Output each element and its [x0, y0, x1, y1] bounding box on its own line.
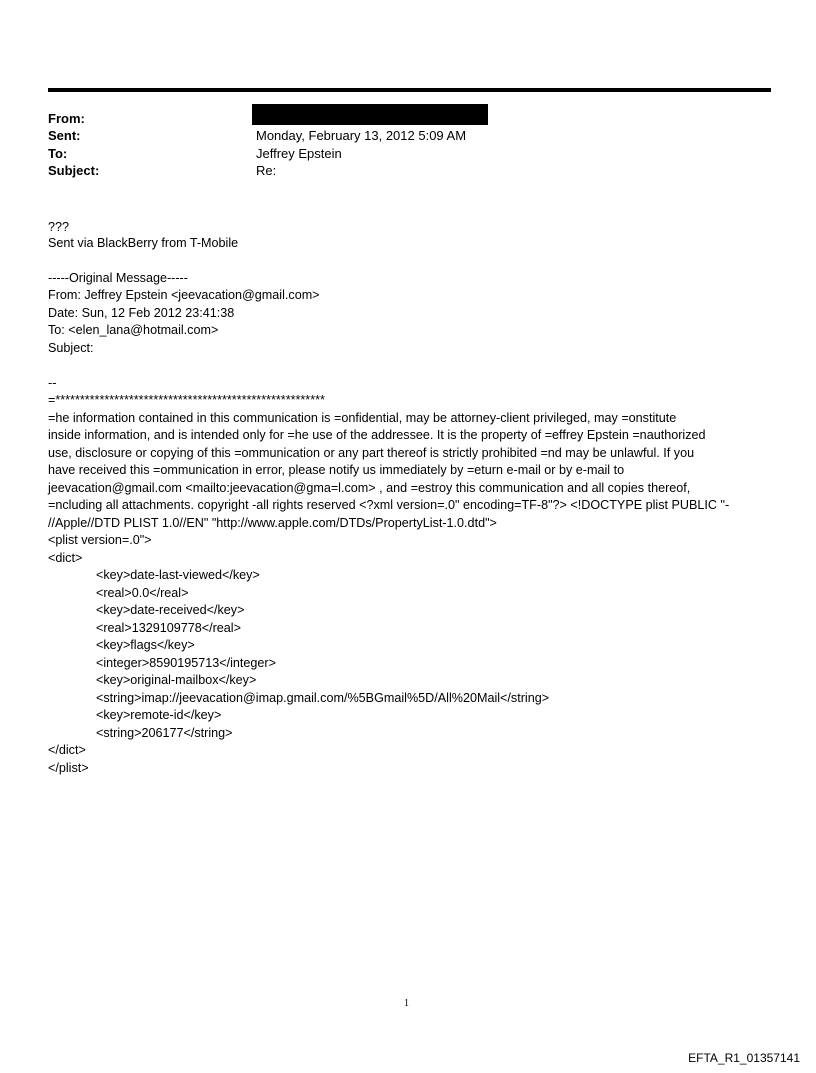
- subject-value: Re:: [256, 163, 277, 178]
- disclaimer-line: =ncluding all attachments. copyright -all rights reserved <?xml version=.0" encoding=TF-8"?> <!DOCTYPE plist PUBLIC "-: [48, 498, 730, 512]
- plist-open: <plist version=.0">: [48, 533, 152, 547]
- dict-item: <key>flags</key>: [96, 638, 195, 652]
- subject-label: Subject:: [48, 163, 100, 178]
- dict-item: <string>imap://jeevacation@imap.gmail.com/%5BGmail%5D/All%20Mail</string>: [96, 691, 550, 705]
- dict-item: <integer>8590195713</integer>: [96, 656, 276, 670]
- dict-item: <key>remote-id</key>: [96, 708, 222, 722]
- dashes: --: [48, 376, 57, 390]
- disclaimer-line: jeevacation@gmail.com <mailto:jeevacation@gma=l.com> , and =estroy this communication and all copies thereof,: [48, 481, 691, 495]
- reply-text: ???: [48, 220, 70, 234]
- plist-close: </plist>: [48, 761, 89, 775]
- disclaimer-line: inside information, and is intended only for =he use of the addressee. It is the property of =effrey Epstein =nauthorized: [48, 428, 706, 442]
- original-subject: Subject:: [48, 341, 94, 355]
- original-marker: -----Original Message-----: [48, 271, 188, 285]
- disclaimer-line: =he information contained in this communication is =onfidential, may be attorney-client privileged, may =onstitute: [48, 411, 677, 425]
- dict-item: <key>date-received</key>: [96, 603, 245, 617]
- header-rule: [48, 88, 771, 92]
- dict-item: <key>date-last-viewed</key>: [96, 568, 260, 582]
- dict-close: </dict>: [48, 743, 86, 757]
- disclaimer-line: //Apple//DTD PLIST 1.0//EN" "http://www.apple.com/DTDs/PropertyList-1.0.dtd">: [48, 516, 497, 530]
- sent-value: Monday, February 13, 2012 5:09 AM: [256, 128, 467, 143]
- dict-item: <real>0.0</real>: [96, 586, 189, 600]
- dict-item: <key>original-mailbox</key>: [96, 673, 257, 687]
- from-label: From:: [48, 111, 85, 126]
- to-label: To:: [48, 146, 68, 161]
- dict-item: <real>1329109778</real>: [96, 621, 241, 635]
- dict-item: <string>206177</string>: [96, 726, 233, 740]
- document-id: EFTA_R1_01357141: [688, 1051, 800, 1065]
- disclaimer-line: use, disclosure or copying of this =ommunication or any part thereof is strictly prohibited =nd may be unlawful. If you: [48, 446, 695, 460]
- dict-open: <dict>: [48, 551, 83, 565]
- signature: Sent via BlackBerry from T-Mobile: [48, 236, 239, 250]
- original-date: Date: Sun, 12 Feb 2012 23:41:38: [48, 306, 235, 320]
- original-from: From: Jeffrey Epstein <jeevacation@gmail.com>: [48, 288, 320, 302]
- original-to: To: <elen_lana@hotmail.com>: [48, 323, 219, 337]
- disclaimer-line: have received this =ommunication in error, please notify us immediately by =eturn e-mail or by e-mail to: [48, 463, 625, 477]
- sent-label: Sent:: [48, 128, 81, 143]
- page-number: 1: [404, 998, 409, 1009]
- redacted-sender: [252, 104, 488, 125]
- star-line: =*******************************************************: [48, 393, 325, 407]
- to-value: Jeffrey Epstein: [256, 146, 342, 161]
